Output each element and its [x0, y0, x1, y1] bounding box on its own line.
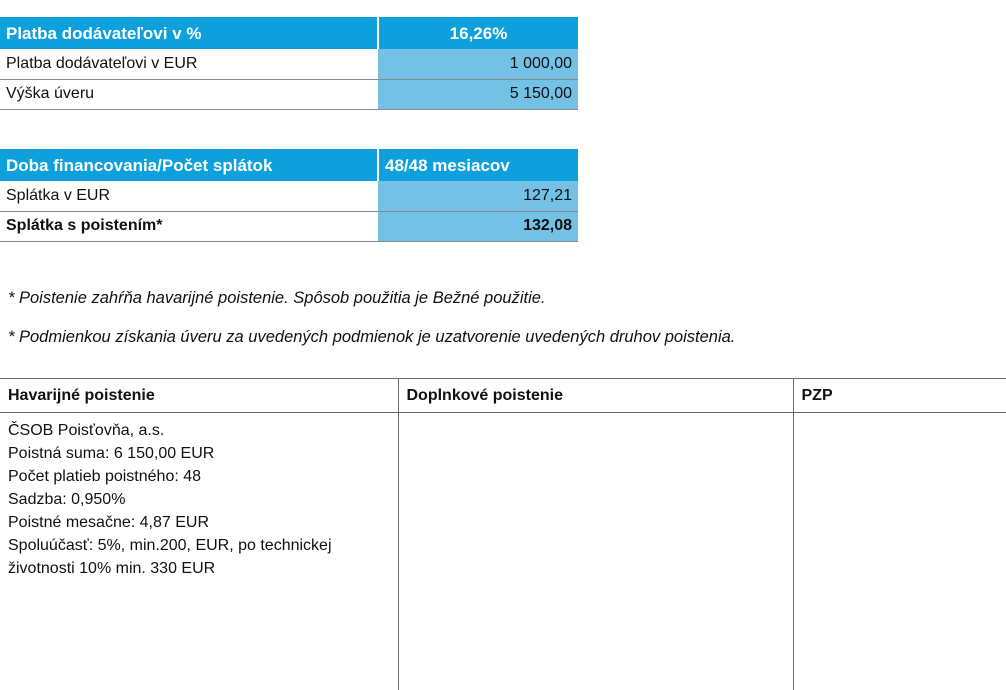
row-value: 132,08 [378, 211, 578, 241]
pzp-cell [793, 413, 1006, 690]
havarijne-cell [0, 413, 398, 690]
header-doplnkove: Doplnkové poistenie [398, 379, 793, 413]
row-value: 1 000,00 [378, 49, 578, 79]
payment-count: Počet platieb poistného: 48 [8, 468, 202, 485]
row-label: Splátka v EUR [0, 181, 378, 211]
table-row [0, 211, 578, 241]
header-havarijne: Havarijné poistenie [0, 379, 398, 413]
insurance-body-row [0, 413, 1006, 690]
row-label: Výška úveru [0, 79, 378, 109]
insurance-table [0, 378, 1006, 690]
table-header-row [0, 17, 578, 49]
header-value: 16,26% [378, 17, 578, 49]
header-label: Doba financovania/Počet splátok [0, 149, 378, 181]
insurance-note: * Poistenie zahŕňa havarijné poistenie. Spôsob použitia je Bežné použitie. [8, 289, 546, 307]
header-pzp: PZP [793, 379, 1006, 413]
insurer-name: ČSOB Poisťovňa, a.s. [8, 422, 165, 439]
table-header-row [0, 149, 578, 181]
table-row [0, 79, 578, 109]
monthly-premium: Poistné mesačne: 4,87 EUR [8, 514, 209, 531]
doplnkove-cell [398, 413, 793, 690]
installment-summary-table [0, 149, 578, 242]
payment-summary-table [0, 17, 578, 110]
condition-note: * Podmienkou získania úveru za uvedených podmienok je uzatvorenie uvedených druhov poistenia. [8, 328, 736, 346]
rate: Sadzba: 0,950% [8, 491, 126, 508]
table-row [0, 181, 578, 211]
row-label: Splátka s poistením* [0, 211, 378, 241]
row-label: Platba dodávateľovi v EUR [0, 49, 378, 79]
insured-sum: Poistná suma: 6 150,00 EUR [8, 445, 215, 462]
row-value: 5 150,00 [378, 79, 578, 109]
table-row [0, 49, 578, 79]
insurance-header-row [0, 379, 1006, 413]
header-value: 48/48 mesiacov [378, 149, 578, 181]
header-label: Platba dodávateľovi v % [0, 17, 378, 49]
deductible: Spoluúčasť: 5%, min.200, EUR, po technickej životnosti 10% min. 330 EUR [8, 537, 332, 577]
row-value: 127,21 [378, 181, 578, 211]
